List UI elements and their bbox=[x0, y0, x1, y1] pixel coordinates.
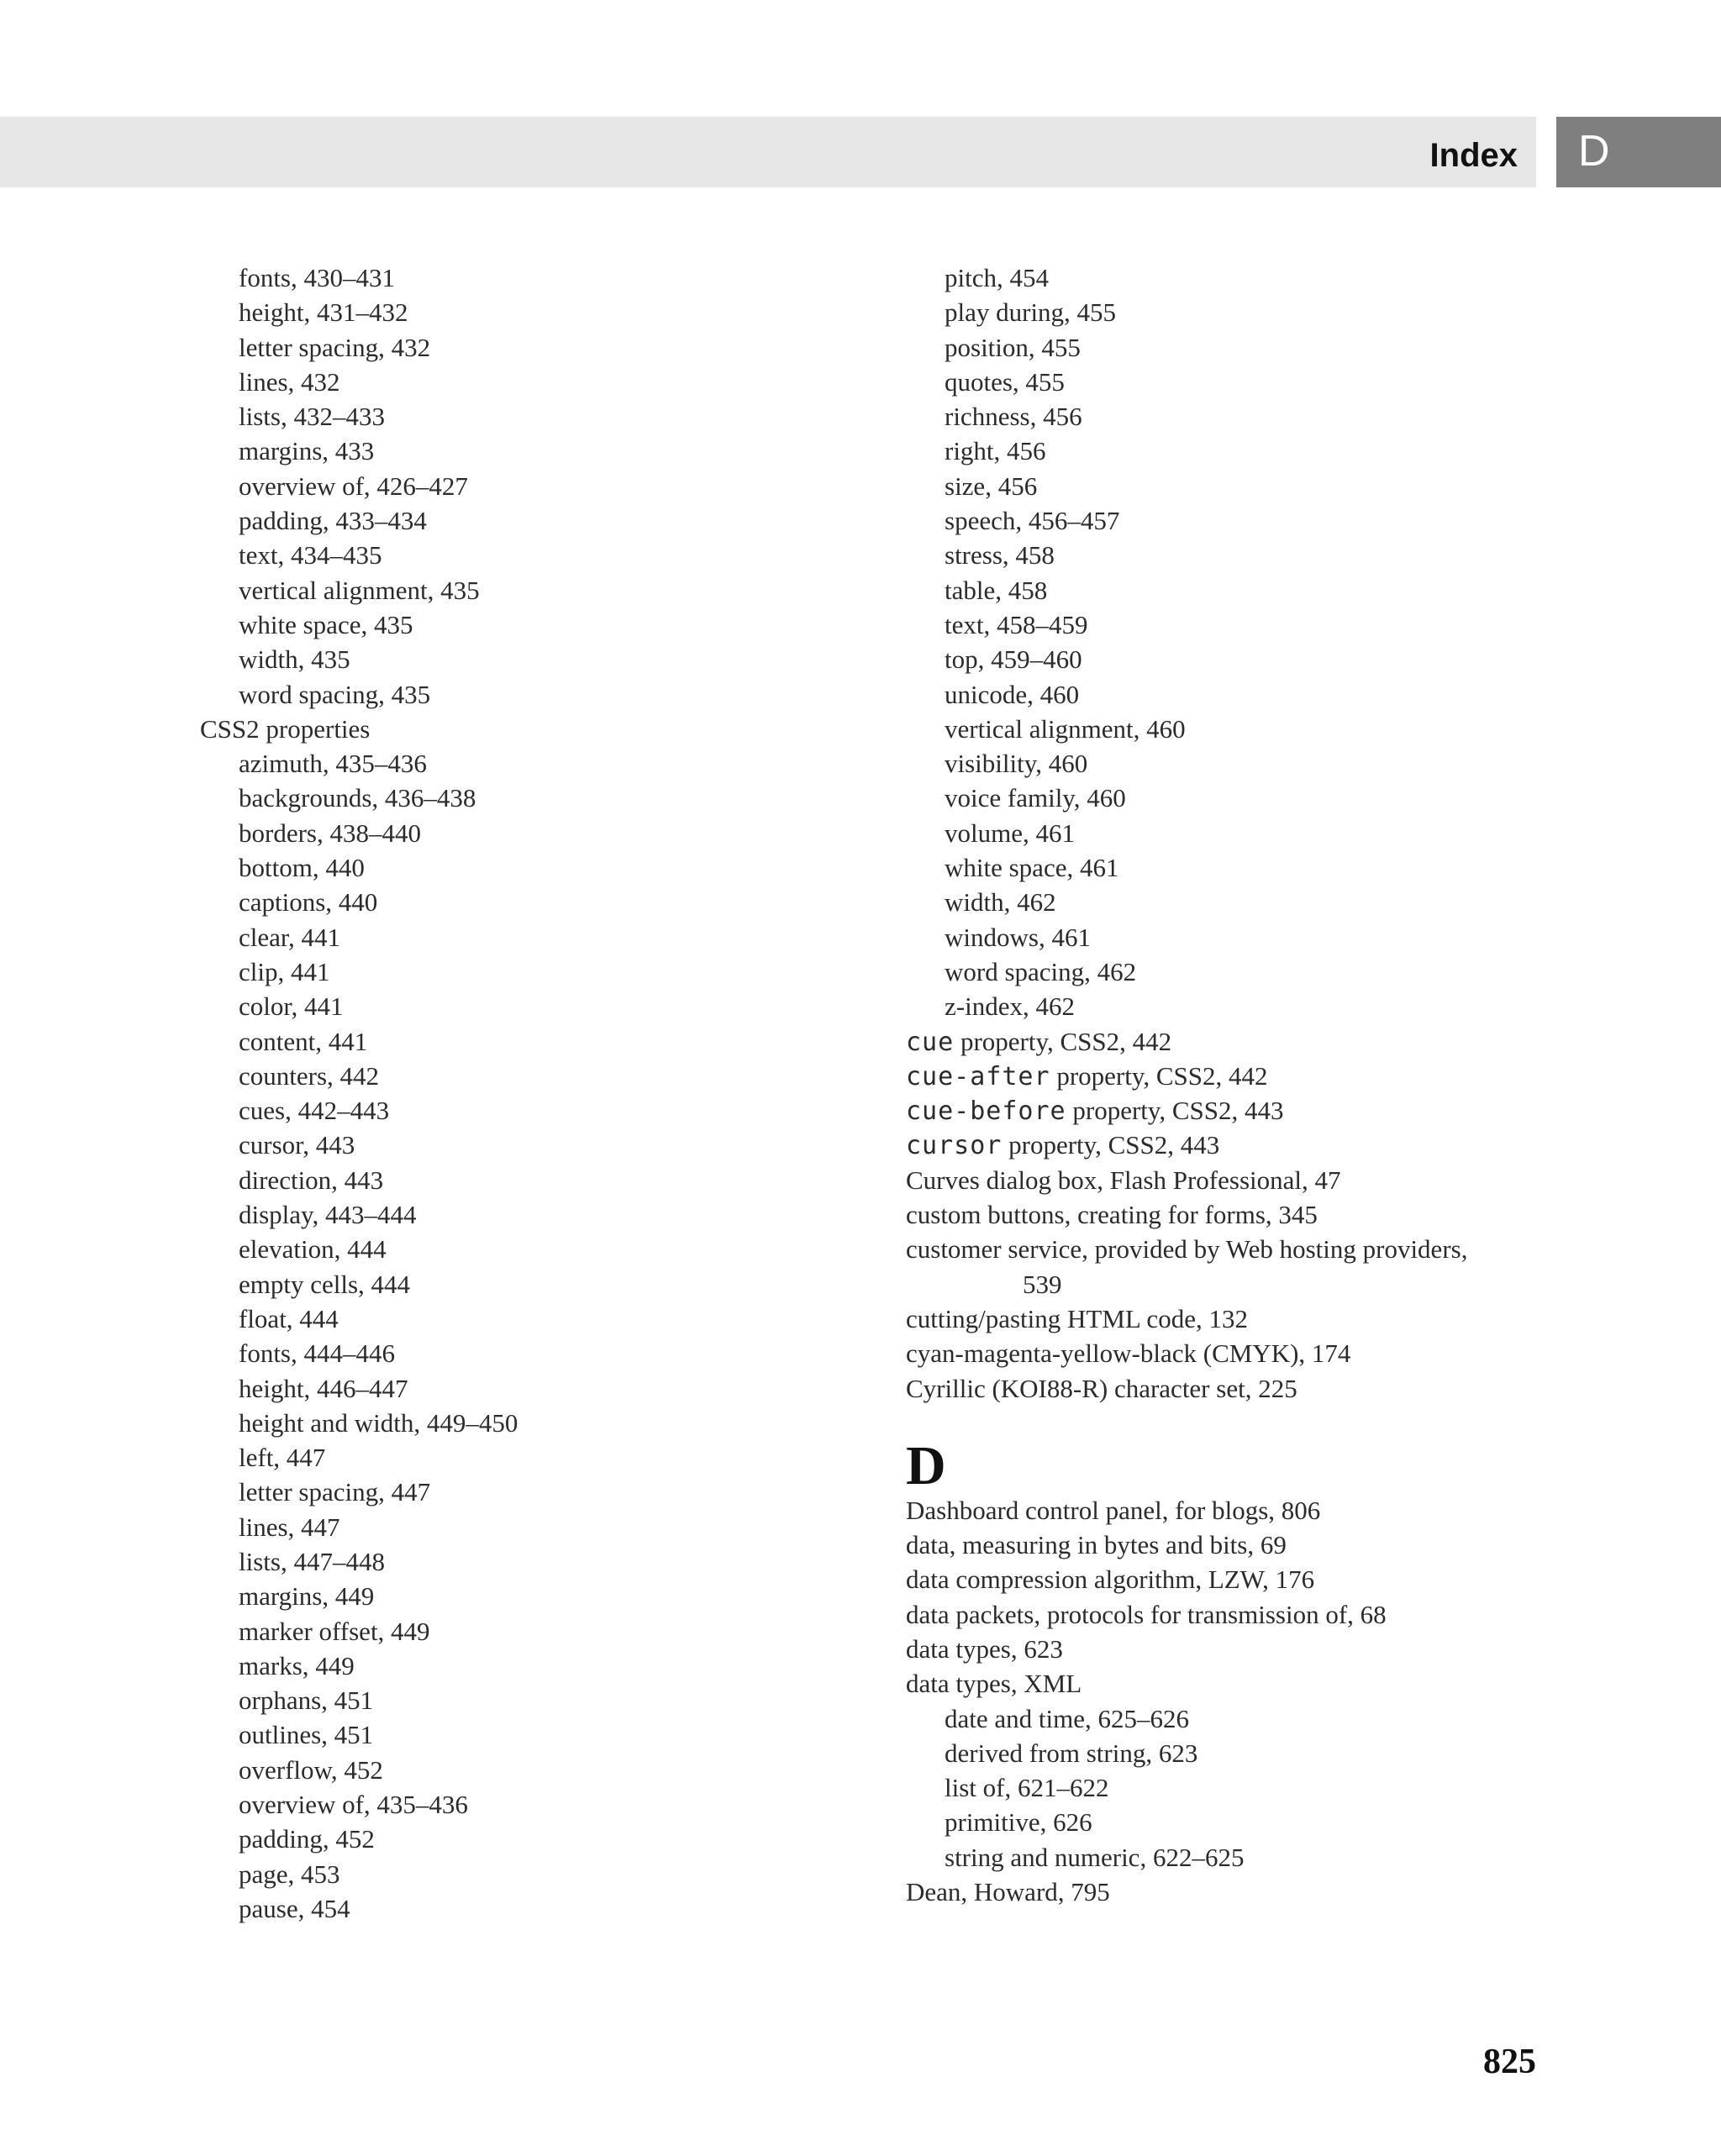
index-subentry: string and numeric, 622–625 bbox=[945, 1842, 1245, 1872]
index-entry-continuation: 539 bbox=[1023, 1269, 1062, 1299]
index-subentry: white space, 435 bbox=[239, 609, 413, 639]
index-subentry: left, 447 bbox=[239, 1443, 326, 1473]
index-subentry: lines, 432 bbox=[239, 366, 340, 397]
index-subentry: cues, 442–443 bbox=[239, 1096, 390, 1126]
index-entry bbox=[906, 1059, 1545, 1093]
index-column-left bbox=[200, 260, 872, 1926]
section-tab-letter: D bbox=[1578, 127, 1610, 176]
index-subentry: size, 456 bbox=[945, 471, 1038, 501]
index-entry: cyan-magenta-yellow-black (CMYK), 174 bbox=[906, 1338, 1351, 1369]
index-entry: data compression algorithm, LZW, 176 bbox=[906, 1564, 1315, 1595]
index-entry-text: property, CSS2, 442 bbox=[1050, 1060, 1268, 1091]
index-subentry: word spacing, 435 bbox=[239, 679, 431, 709]
index-subentry: top, 459–460 bbox=[945, 644, 1082, 675]
header-band bbox=[0, 117, 1536, 187]
index-subentry: float, 444 bbox=[239, 1303, 339, 1333]
index-entry: data, measuring in bytes and bits, 69 bbox=[906, 1530, 1287, 1560]
index-column-right bbox=[906, 260, 1545, 1909]
code-term: cue-after bbox=[906, 1061, 1050, 1091]
index-entry: Dashboard control panel, for blogs, 806 bbox=[906, 1495, 1321, 1525]
index-subentry: width, 435 bbox=[239, 644, 350, 675]
index-subentry: marker offset, 449 bbox=[239, 1616, 430, 1646]
index-subentry: position, 455 bbox=[945, 332, 1081, 362]
code-term: cursor bbox=[906, 1131, 1003, 1161]
index-entry: Dean, Howard, 795 bbox=[906, 1877, 1110, 1907]
index-entry bbox=[906, 1232, 1545, 1301]
index-subentry: white space, 461 bbox=[945, 853, 1119, 883]
index-subentry: margins, 433 bbox=[239, 436, 375, 466]
index-subentry: primitive, 626 bbox=[945, 1807, 1092, 1838]
index-entry: custom buttons, creating for forms, 345 bbox=[906, 1200, 1318, 1230]
index-entry bbox=[906, 1024, 1545, 1059]
index-subentry: letter spacing, 447 bbox=[239, 1477, 431, 1507]
index-entry bbox=[906, 1128, 1545, 1162]
index-subentry: windows, 461 bbox=[945, 922, 1091, 952]
index-subentry: clear, 441 bbox=[239, 922, 340, 952]
index-entry-text: property, CSS2, 442 bbox=[954, 1026, 1172, 1056]
index-subentry: outlines, 451 bbox=[239, 1720, 374, 1750]
header-title: Index bbox=[1429, 137, 1518, 174]
index-subentry: vertical alignment, 460 bbox=[945, 713, 1186, 744]
index-subentry: pause, 454 bbox=[239, 1893, 350, 1923]
index-subentry: volume, 461 bbox=[945, 818, 1075, 848]
index-subentry: pitch, 454 bbox=[945, 263, 1049, 292]
index-subentry: fonts, 444–446 bbox=[239, 1338, 395, 1369]
index-entry: CSS2 properties bbox=[200, 713, 371, 744]
index-subentry: height, 446–447 bbox=[239, 1373, 408, 1403]
index-subentry: lists, 447–448 bbox=[239, 1546, 385, 1576]
index-subentry: width, 462 bbox=[945, 887, 1056, 918]
index-entry-text: property, CSS2, 443 bbox=[1066, 1096, 1284, 1126]
section-letter-heading: D bbox=[906, 1434, 946, 1496]
index-entry: cutting/pasting HTML code, 132 bbox=[906, 1303, 1248, 1333]
index-subentry: overview of, 426–427 bbox=[239, 471, 468, 501]
index-subentry: voice family, 460 bbox=[945, 783, 1126, 813]
index-subentry: padding, 433–434 bbox=[239, 506, 427, 536]
index-entry: Curves dialog box, Flash Professional, 47 bbox=[906, 1165, 1341, 1195]
index-subentry: richness, 456 bbox=[945, 402, 1082, 432]
index-subentry: borders, 438–440 bbox=[239, 818, 421, 848]
index-subentry: clip, 441 bbox=[239, 956, 330, 986]
index-subentry: text, 458–459 bbox=[945, 609, 1088, 639]
index-subentry: empty cells, 444 bbox=[239, 1269, 411, 1299]
index-subentry: color, 441 bbox=[239, 991, 344, 1022]
index-entry: data types, 623 bbox=[906, 1633, 1063, 1664]
index-subentry: stress, 458 bbox=[945, 540, 1055, 571]
page-number: 825 bbox=[1483, 2043, 1536, 2081]
index-subentry: height and width, 449–450 bbox=[239, 1407, 518, 1438]
index-subentry: counters, 442 bbox=[239, 1060, 380, 1091]
section-tab bbox=[1556, 117, 1721, 187]
index-subentry: bottom, 440 bbox=[239, 853, 365, 883]
index-subentry: display, 443–444 bbox=[239, 1200, 417, 1230]
index-subentry: table, 458 bbox=[945, 575, 1048, 605]
index-entry: data packets, protocols for transmission of, 68 bbox=[906, 1599, 1387, 1629]
index-subentry: elevation, 444 bbox=[239, 1234, 387, 1265]
code-term: cue-before bbox=[906, 1096, 1066, 1127]
index-subentry: content, 441 bbox=[239, 1026, 368, 1056]
index-subentry: text, 434–435 bbox=[239, 540, 382, 571]
index-subentry: quotes, 455 bbox=[945, 366, 1065, 397]
index-entry-line: customer service, provided by Web hosting providers, bbox=[906, 1234, 1468, 1265]
index-subentry: captions, 440 bbox=[239, 887, 378, 918]
index-entry: Cyrillic (KOI88-R) character set, 225 bbox=[906, 1373, 1297, 1403]
index-subentry: lines, 447 bbox=[239, 1512, 340, 1542]
index-subentry: page, 453 bbox=[239, 1859, 340, 1889]
index-subentry: cursor, 443 bbox=[239, 1130, 355, 1160]
index-subentry: play during, 455 bbox=[945, 297, 1117, 328]
index-subentry: date and time, 625–626 bbox=[945, 1703, 1189, 1733]
code-term: cue bbox=[906, 1027, 955, 1057]
index-entry bbox=[906, 1093, 1545, 1128]
index-subentry: orphans, 451 bbox=[239, 1685, 374, 1716]
index-subentry: backgrounds, 436–438 bbox=[239, 783, 476, 813]
index-subentry: overview of, 435–436 bbox=[239, 1790, 468, 1820]
index-subentry: unicode, 460 bbox=[945, 679, 1080, 709]
index-subentry: speech, 456–457 bbox=[945, 506, 1120, 536]
index-subentry: marks, 449 bbox=[239, 1650, 355, 1680]
index-entry-text: property, CSS2, 443 bbox=[1002, 1130, 1220, 1160]
index-subentry: overflow, 452 bbox=[239, 1754, 383, 1785]
index-subentry: letter spacing, 432 bbox=[239, 332, 431, 362]
index-subentry: z-index, 462 bbox=[945, 991, 1075, 1022]
index-subentry: fonts, 430–431 bbox=[239, 263, 395, 292]
index-subentry: lists, 432–433 bbox=[239, 402, 385, 432]
index-subentry: azimuth, 435–436 bbox=[239, 749, 427, 779]
index-subentry: vertical alignment, 435 bbox=[239, 575, 480, 605]
index-subentry: direction, 443 bbox=[239, 1165, 384, 1195]
index-subentry: height, 431–432 bbox=[239, 297, 408, 328]
index-subentry: margins, 449 bbox=[239, 1581, 375, 1612]
index-subentry: padding, 452 bbox=[239, 1824, 375, 1854]
index-subentry: derived from string, 623 bbox=[945, 1738, 1198, 1768]
index-subentry: right, 456 bbox=[945, 436, 1046, 466]
index-subentry: list of, 621–622 bbox=[945, 1773, 1109, 1803]
index-entry: data types, XML bbox=[906, 1669, 1082, 1699]
index-subentry: word spacing, 462 bbox=[945, 956, 1137, 986]
index-subentry: visibility, 460 bbox=[945, 749, 1088, 779]
